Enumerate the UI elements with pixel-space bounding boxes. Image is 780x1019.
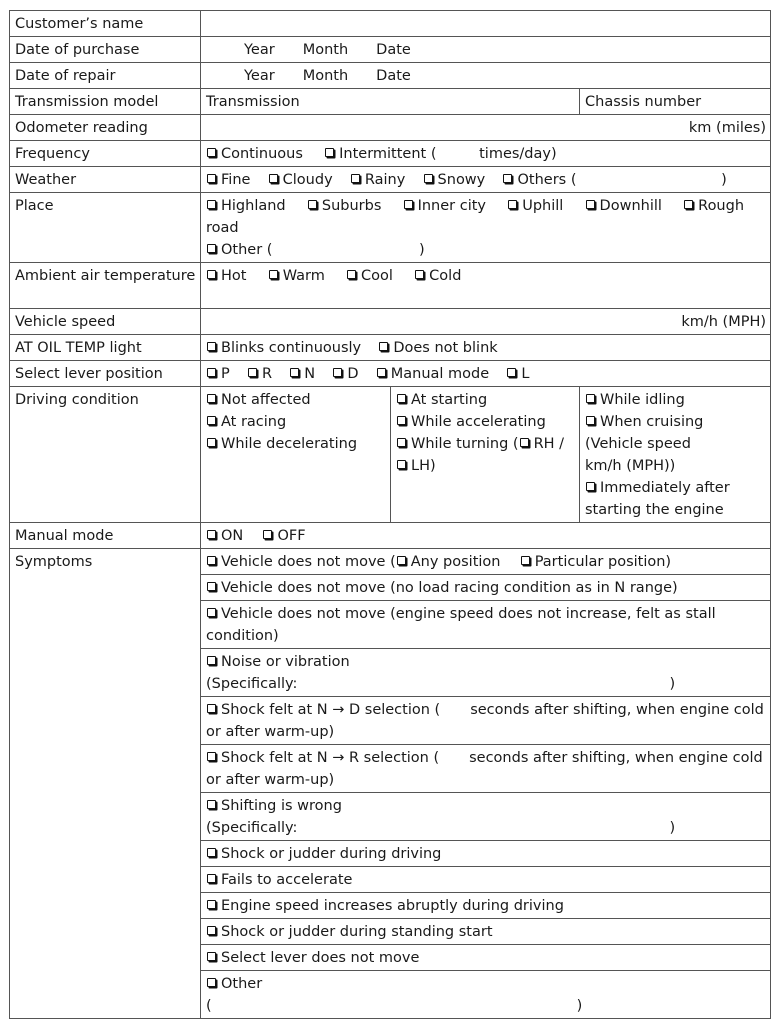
option-label: Immediately after starting the engine <box>585 480 730 518</box>
checkbox-fine[interactable] <box>207 174 216 183</box>
option-label: Suburbs <box>321 198 382 214</box>
symptom-text: Vehicle does not move (no load racing condition as in N range) <box>221 580 678 596</box>
checkbox-inner-city[interactable] <box>404 200 413 209</box>
symptom-text: seconds after shifting, when engine cold or after warm-up) <box>206 750 763 788</box>
checkbox-symptom-1[interactable] <box>207 556 216 565</box>
checkbox-rough-road[interactable] <box>684 200 693 209</box>
checkbox-cold[interactable] <box>415 270 424 279</box>
symptom-text: Shock or judder during driving <box>221 846 442 862</box>
option-label: Rough road <box>206 198 745 236</box>
checkbox-lh[interactable] <box>397 460 406 469</box>
option-label: P <box>221 366 230 382</box>
checkbox-immediately-after-start[interactable] <box>586 482 595 491</box>
symptom-text: Shock felt at N → R selection ( <box>221 750 440 766</box>
checkbox-downhill[interactable] <box>586 200 595 209</box>
manual-mode-options <box>201 523 771 549</box>
option-label: Blinks continuously <box>221 340 362 356</box>
checkbox-rainy[interactable] <box>351 174 360 183</box>
option-label: ) <box>419 242 425 258</box>
option-label: km/h (MPH)) <box>585 458 676 474</box>
checkbox-suburbs[interactable] <box>308 200 317 209</box>
option-label: times/day) <box>479 146 557 162</box>
date-purchase-label: Date of purchase <box>10 37 201 63</box>
option-label: Manual mode <box>390 366 490 382</box>
checkbox-does-not-blink[interactable] <box>379 342 388 351</box>
checkbox-not-affected[interactable] <box>207 394 216 403</box>
option-label: At racing <box>221 414 287 430</box>
option-label: Downhill <box>599 198 662 214</box>
date-repair-label: Date of repair <box>10 63 201 89</box>
option-label: Snowy <box>437 172 486 188</box>
symptom-row <box>201 649 771 697</box>
option-label: D <box>347 366 359 382</box>
symptom-text: Shock or judder during standing start <box>221 924 493 940</box>
checkbox-d[interactable] <box>333 368 342 377</box>
symptom-row <box>201 601 771 649</box>
symptom-text: Noise or vibration <box>221 654 350 670</box>
checkbox-continuous[interactable] <box>207 148 216 157</box>
year-label: Year <box>244 42 275 58</box>
option-label: Inner city <box>417 198 487 214</box>
vehicle-speed-label: Vehicle speed <box>10 309 201 335</box>
option-label: Hot <box>221 268 247 284</box>
option-label: Cool <box>361 268 393 284</box>
symptom-text: ( <box>206 998 212 1014</box>
symptom-row <box>201 945 771 971</box>
option-label: While accelerating <box>411 414 546 430</box>
ambient-temp-label: Ambient air temperature <box>10 263 201 309</box>
transmission-model-label: Transmission model <box>10 89 201 115</box>
checkbox-at-starting[interactable] <box>397 394 406 403</box>
checkbox-l[interactable] <box>507 368 516 377</box>
odometer-field[interactable] <box>201 115 771 141</box>
option-label: Rainy <box>364 172 406 188</box>
checkbox-any-position[interactable] <box>397 556 406 565</box>
option-label: L <box>521 366 530 382</box>
odometer-label: Odometer reading <box>10 115 201 141</box>
customer-name-field[interactable] <box>201 11 771 37</box>
symptom-text: Shock felt at N → D selection ( <box>221 702 441 718</box>
checkbox-symptom-12[interactable] <box>207 952 216 961</box>
month-label: Month <box>302 42 349 58</box>
option-label: At starting <box>411 392 488 408</box>
checkbox-others[interactable] <box>503 174 512 183</box>
option-label: Highland <box>221 198 286 214</box>
checkbox-r[interactable] <box>248 368 257 377</box>
checkbox-intermittent[interactable] <box>325 148 334 157</box>
checkbox-while-idling[interactable] <box>586 394 595 403</box>
date-purchase-field[interactable] <box>201 37 771 63</box>
place-options <box>201 193 771 263</box>
date-repair-field[interactable] <box>201 63 771 89</box>
symptom-text: seconds after shifting, when engine cold or after warm-up) <box>206 702 764 740</box>
symptom-text: Engine speed increases abruptly during driving <box>221 898 564 914</box>
symptom-text: Particular position) <box>534 554 672 570</box>
option-label: Cloudy <box>282 172 333 188</box>
symptom-row <box>201 919 771 945</box>
driving-col-2 <box>391 387 580 523</box>
transmission-field[interactable]: Transmission <box>201 89 580 115</box>
symptom-row <box>201 841 771 867</box>
speed-unit: km/h (MPH) <box>681 314 767 330</box>
checkbox-cool[interactable] <box>347 270 356 279</box>
symptom-row <box>201 697 771 745</box>
option-label: Uphill <box>522 198 564 214</box>
checkbox-other[interactable] <box>207 244 216 253</box>
symptom-text: ) <box>669 820 676 836</box>
option-label: ) <box>721 172 727 188</box>
date-label: Date <box>376 42 411 58</box>
driving-col-3 <box>580 387 771 523</box>
checkbox-symptom-6[interactable] <box>207 752 216 761</box>
option-label: (Vehicle speed <box>585 436 691 452</box>
option-label: OFF <box>277 528 306 544</box>
symptom-text: Vehicle does not move (engine speed does not increase, felt as stall condition) <box>206 606 716 644</box>
option-label: Intermittent ( <box>339 146 437 162</box>
checkbox-symptom-10[interactable] <box>207 900 216 909</box>
symptom-text: (Specifically: <box>206 676 298 692</box>
checkbox-while-accelerating[interactable] <box>397 416 406 425</box>
checkbox-manual-mode[interactable] <box>377 368 386 377</box>
symptom-text: (Specifically: <box>206 820 298 836</box>
symptom-text: Select lever does not move <box>221 950 420 966</box>
weather-label: Weather <box>10 167 201 193</box>
checkbox-symptom-other[interactable] <box>207 978 216 987</box>
checkbox-symptom-4[interactable] <box>207 656 216 665</box>
checkbox-particular-position[interactable] <box>521 556 530 565</box>
option-label: Not affected <box>221 392 311 408</box>
checkbox-off[interactable] <box>263 530 272 539</box>
checkbox-snowy[interactable] <box>424 174 433 183</box>
checkbox-symptom-9[interactable] <box>207 874 216 883</box>
symptom-text: ) <box>669 676 676 692</box>
option-label: While turning ( <box>411 436 519 452</box>
option-label: N <box>304 366 316 382</box>
ambient-temp-options <box>201 263 771 309</box>
symptom-text: Fails to accelerate <box>221 872 353 888</box>
checkbox-symptom-7[interactable] <box>207 800 216 809</box>
select-lever-options <box>201 361 771 387</box>
symptom-text: Vehicle does not move ( <box>221 554 396 570</box>
symptom-text: Shifting is wrong <box>221 798 342 814</box>
checkbox-warm[interactable] <box>269 270 278 279</box>
checkbox-symptom-8[interactable] <box>207 848 216 857</box>
vehicle-speed-field[interactable] <box>201 309 771 335</box>
year-label: Year <box>244 68 275 84</box>
odometer-unit: km (miles) <box>688 120 767 136</box>
diagnosis-worksheet <box>9 10 771 1019</box>
option-label: R <box>261 366 273 382</box>
weather-options <box>201 167 771 193</box>
driving-col-1 <box>201 387 391 523</box>
frequency-options <box>201 141 771 167</box>
checkbox-cloudy[interactable] <box>269 174 278 183</box>
option-label: Continuous <box>221 146 303 162</box>
option-label: While decelerating <box>221 436 358 452</box>
at-oil-temp-options <box>201 335 771 361</box>
checkbox-while-decelerating[interactable] <box>207 438 216 447</box>
checkbox-symptom-5[interactable] <box>207 704 216 713</box>
option-label: Cold <box>429 268 462 284</box>
date-label: Date <box>376 68 411 84</box>
option-label: LH) <box>411 458 436 474</box>
symptom-row <box>201 867 771 893</box>
place-label: Place <box>10 193 201 263</box>
checkbox-uphill[interactable] <box>508 200 517 209</box>
option-label: Does not blink <box>393 340 498 356</box>
checkbox-rh[interactable] <box>520 438 529 447</box>
option-label: While idling <box>600 392 685 408</box>
checkbox-while-turning[interactable] <box>397 438 406 447</box>
option-label: Others ( <box>517 172 577 188</box>
option-label: RH / <box>533 436 565 452</box>
option-label: Fine <box>221 172 251 188</box>
option-label: Other ( <box>221 242 273 258</box>
frequency-label: Frequency <box>10 141 201 167</box>
checkbox-symptom-11[interactable] <box>207 926 216 935</box>
checkbox-symptom-3[interactable] <box>207 608 216 617</box>
checkbox-symptom-2[interactable] <box>207 582 216 591</box>
symptom-row <box>201 745 771 793</box>
month-label: Month <box>302 68 349 84</box>
manual-mode-label: Manual mode <box>10 523 201 549</box>
checkbox-when-cruising[interactable] <box>586 416 595 425</box>
symptom-row <box>201 971 771 1019</box>
symptom-row <box>201 575 771 601</box>
driving-condition-label: Driving condition <box>10 387 201 523</box>
at-oil-temp-label: AT OIL TEMP light <box>10 335 201 361</box>
symptom-text: Other <box>221 976 263 992</box>
checkbox-p[interactable] <box>207 368 216 377</box>
symptom-row <box>201 793 771 841</box>
chassis-number-field[interactable]: Chassis number <box>580 89 771 115</box>
option-label: When cruising <box>600 414 704 430</box>
option-label: ON <box>221 528 244 544</box>
checkbox-at-racing[interactable] <box>207 416 216 425</box>
symptom-text: ) <box>576 998 583 1014</box>
symptoms-label: Symptoms <box>10 549 201 1019</box>
symptom-row <box>201 549 771 575</box>
checkbox-blinks-continuously[interactable] <box>207 342 216 351</box>
checkbox-highland[interactable] <box>207 200 216 209</box>
checkbox-hot[interactable] <box>207 270 216 279</box>
symptom-text: Any position <box>410 554 501 570</box>
checkbox-n[interactable] <box>290 368 299 377</box>
symptom-row <box>201 893 771 919</box>
select-lever-label: Select lever position <box>10 361 201 387</box>
option-label: Warm <box>282 268 325 284</box>
customer-name-label: Customer’s name <box>10 11 201 37</box>
checkbox-on[interactable] <box>207 530 216 539</box>
